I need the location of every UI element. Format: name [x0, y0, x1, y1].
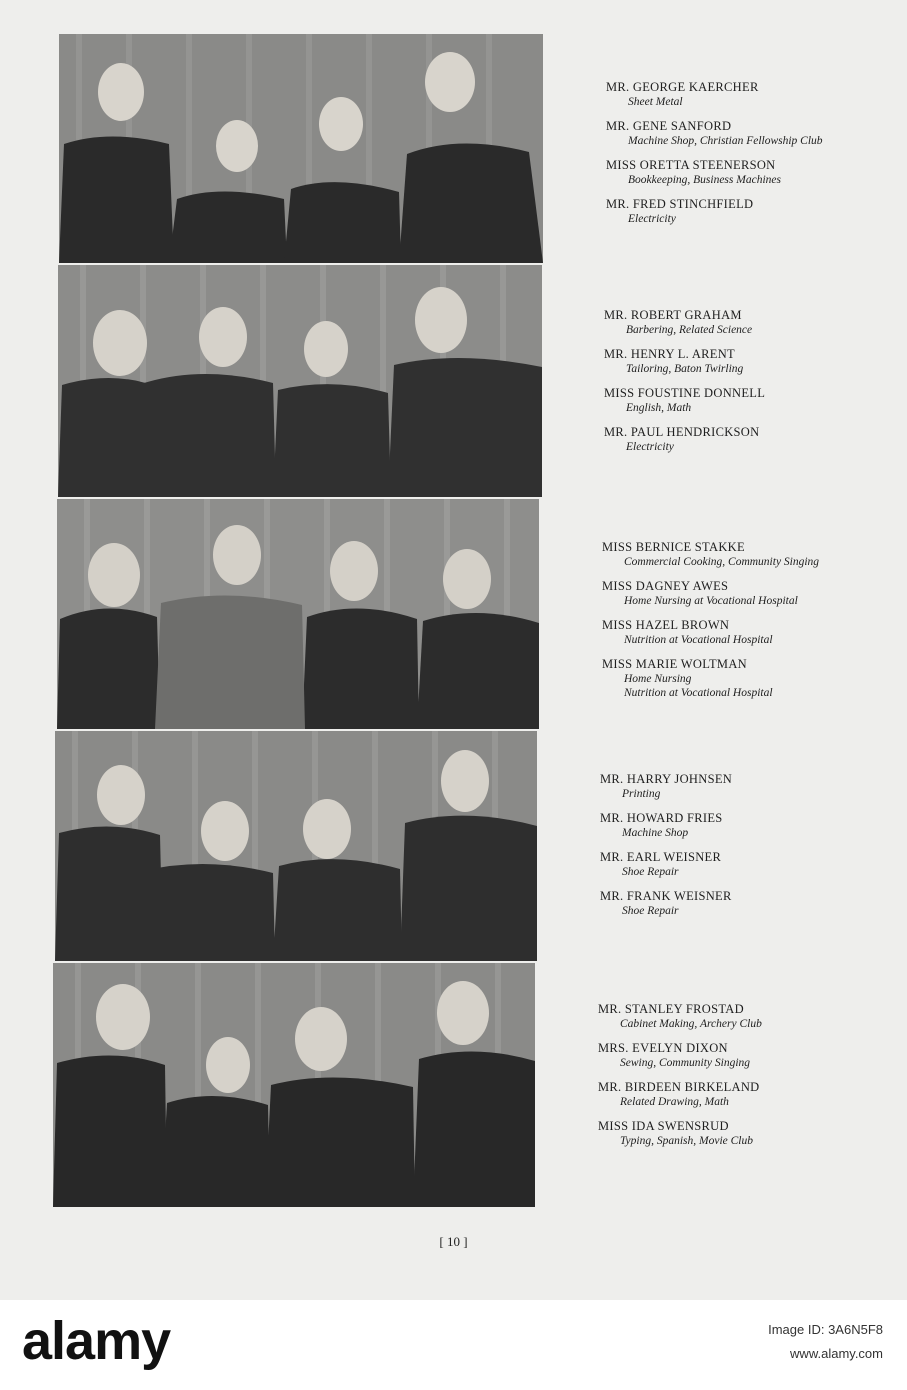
staff-name: MR. PAUL HENDRICKSON: [604, 425, 760, 439]
staff-name: MR. EARL WEISNER: [600, 850, 722, 864]
staff-subject: Related Drawing, Math: [620, 1096, 729, 1108]
staff-subject: Shoe Repair: [622, 866, 679, 878]
staff-entry: [598, 1119, 898, 1148]
staff-subject: Cabinet Making, Archery Club: [620, 1018, 762, 1030]
staff-subject: Machine Shop: [622, 827, 689, 839]
group-photo-3: [57, 499, 539, 729]
staff-entry: [600, 811, 900, 840]
staff-name: MR. ROBERT GRAHAM: [604, 308, 742, 322]
staff-subject: Shoe Repair: [622, 905, 679, 917]
caption-group-3: [602, 540, 902, 710]
image-id-label: Image ID: 3A6N5F8: [768, 1322, 883, 1337]
staff-subject: Sewing, Community Singing: [620, 1057, 751, 1069]
staff-name: MISS BERNICE STAKKE: [602, 540, 745, 554]
caption-group-4: [600, 772, 900, 928]
staff-name: MISS ORETTA STEENERSON: [606, 158, 776, 172]
staff-subject: Tailoring, Baton Twirling: [626, 363, 744, 375]
staff-subject: Nutrition at Vocational Hospital: [624, 687, 773, 699]
staff-name: MR. HENRY L. ARENT: [604, 347, 735, 361]
group-photo-2: [58, 265, 542, 497]
staff-subject: Sheet Metal: [628, 96, 683, 108]
staff-name: MR. GEORGE KAERCHER: [606, 80, 759, 94]
group-photo-1: [59, 34, 543, 263]
staff-name: MR. FRANK WEISNER: [600, 889, 732, 903]
staff-entry: [600, 889, 900, 918]
staff-subject: Nutrition at Vocational Hospital: [624, 634, 773, 646]
staff-entry: [604, 386, 904, 415]
staff-name: MISS IDA SWENSRUD: [598, 1119, 729, 1133]
caption-group-2: [604, 308, 904, 464]
staff-subject: English, Math: [626, 402, 692, 414]
staff-name: MISS MARIE WOLTMAN: [602, 657, 747, 671]
staff-entry: [602, 657, 902, 700]
page-number: [ 10 ]: [439, 1234, 468, 1249]
alamy-logo: alamy: [22, 1311, 171, 1371]
staff-entry: [600, 772, 900, 801]
group-photo-5: [53, 963, 535, 1207]
staff-entry: [600, 850, 900, 879]
staff-entry: [606, 197, 906, 226]
staff-entry: [598, 1041, 898, 1070]
staff-entry: [604, 308, 904, 337]
staff-subject: Machine Shop, Christian Fellowship Club: [628, 135, 823, 147]
staff-name: MR. HOWARD FRIES: [600, 811, 723, 825]
staff-name: MISS DAGNEY AWES: [602, 579, 729, 593]
staff-name: MISS FOUSTINE DONNELL: [604, 386, 766, 400]
staff-subject: Printing: [622, 788, 661, 800]
staff-entry: [602, 579, 902, 608]
staff-entry: [598, 1002, 898, 1031]
staff-name: MR. BIRDEEN BIRKELAND: [598, 1080, 760, 1094]
staff-entry: [598, 1080, 898, 1109]
staff-name: MRS. EVELYN DIXON: [598, 1041, 728, 1055]
staff-subject: Home Nursing: [624, 673, 692, 685]
staff-subject: Electricity: [628, 213, 676, 225]
staff-name: MISS HAZEL BROWN: [602, 618, 730, 632]
group-photo-4: [55, 731, 537, 961]
staff-subject: Home Nursing at Vocational Hospital: [624, 595, 798, 607]
staff-entry: [606, 158, 906, 187]
staff-name: MR. GENE SANFORD: [606, 119, 732, 133]
site-link[interactable]: www.alamy.com: [790, 1346, 883, 1361]
staff-name: MR. FRED STINCHFIELD: [606, 197, 754, 211]
caption-group-1: [606, 80, 906, 236]
staff-entry: [604, 347, 904, 376]
stock-footer: [0, 1300, 907, 1390]
staff-name: MR. STANLEY FROSTAD: [598, 1002, 744, 1016]
staff-entry: [602, 540, 902, 569]
staff-entry: [604, 425, 904, 454]
staff-subject: Barbering, Related Science: [626, 324, 753, 336]
caption-group-5: [598, 1002, 898, 1158]
staff-subject: Electricity: [626, 441, 674, 453]
staff-entry: [606, 119, 906, 148]
staff-subject: Bookkeeping, Business Machines: [628, 174, 781, 186]
staff-entry: [602, 618, 902, 647]
staff-name: MR. HARRY JOHNSEN: [600, 772, 733, 786]
staff-entry: [606, 80, 906, 109]
staff-subject: Typing, Spanish, Movie Club: [620, 1135, 753, 1147]
staff-subject: Commercial Cooking, Community Singing: [624, 556, 820, 568]
